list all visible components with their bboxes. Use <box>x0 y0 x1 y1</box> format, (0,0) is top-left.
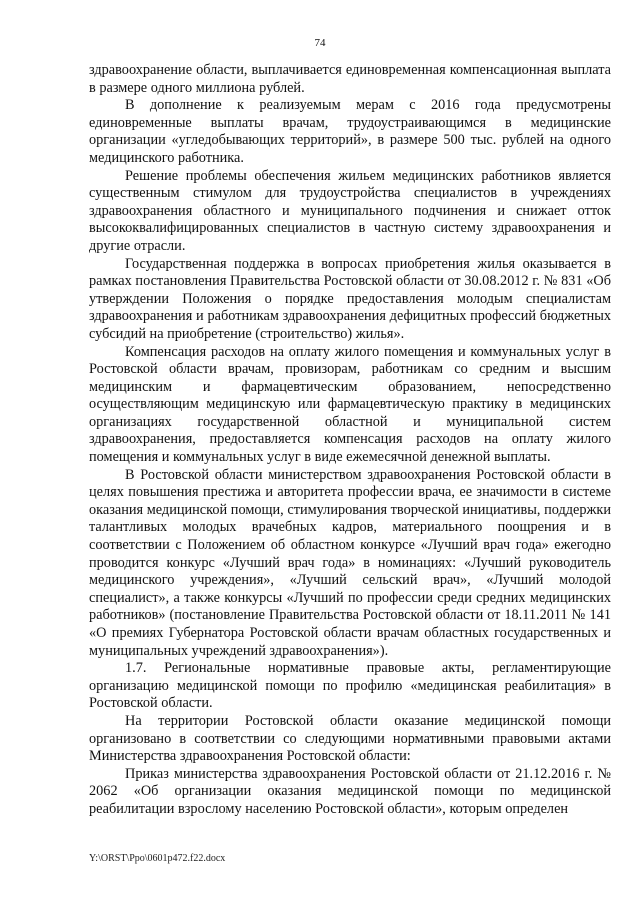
paragraph: Приказ министерства здравоохранения Ростовской области от 21.12.2016 г. № 2062 «Об организации оказания медицинской помощи по медицинской реабилитации взрослому населению Ростовской области», которым определен <box>89 765 611 817</box>
section-heading-paragraph: 1.7. Региональные нормативные правовые акты, регламентирующие организацию медицинской помощи по профилю «медицинская реабилитация» в Ростовской области. <box>89 660 611 712</box>
file-path-footer: Y:\ORST\Ppo\0601p472.f22.docx <box>89 853 226 864</box>
page-number: 74 <box>314 37 326 49</box>
paragraph: Компенсация расходов на оплату жилого помещения и коммунальных услуг в Ростовской области врачам, провизорам, работникам со средним и высшим медицинским и фармацевтическим образованием, непосредственно осуществляющим медицинскую или фармацевтическую практику в медицинских организациях государственной областной и муниципальной систем здравоохранения, предоставляется компенсация расходов на оплату жилого помещения и коммунальных услуг в виде ежемесячной денежной выплаты. <box>89 343 611 466</box>
paragraph: здравоохранение области, выплачивается единовременная компенсационная выплата в размере одного миллиона рублей. <box>89 62 611 96</box>
paragraph: Государственная поддержка в вопросах приобретения жилья оказывается в рамках постановления Правительства Ростовской области от 30.08.2012 г. № 831 «Об утверждении Положения о порядке предоставления молодым специалистам здравоохранения и работникам здравоохранения дефицитных профессий бюджетных субсидий на приобретение (строительство) жилья». <box>89 255 611 342</box>
paragraph: Решение проблемы обеспечения жильем медицинских работников является существенным стимулом для трудоустройства специалистов в учреждениях здравоохранения областного и муниципального подчинения и снижает отток высококвалифицированных специалистов в частную систему здравоохранения и другие отрасли. <box>89 167 611 254</box>
paragraph: В дополнение к реализуемым мерам с 2016 года предусмотрены единовременные выплаты врачам, трудоустраивающимся в медицинские организации «угледобывающих территорий», в размере 500 тыс. рублей на одного медицинского работника. <box>89 97 611 166</box>
document-body <box>89 62 611 819</box>
paragraph: В Ростовской области министерством здравоохранения Ростовской области в целях повышения престижа и авторитета профессии врача, ее значимости в системе оказания медицинской помощи, стимулирования творческой инициативы, поддержки талантливых молодых врачебных кадров, материального поощрения и в соответствии с Положением об областном конкурсе «Лучший врач года» ежегодно проводится конкурс «Лучший врач года» в номинациях: «Лучший руководитель медицинского учреждения», «Лучший сельский врач», «Лучший молодой специалист», а также конкурсы «Лучший по профессии среди средних медицинских работников» (постановление Правительства Ростовской области от 18.11.2011 № 141 «О премиях Губернатора Ростовской области врачам областных государственных и муниципальных учреждений здравоохранения»). <box>89 466 611 659</box>
paragraph: На территории Ростовской области оказание медицинской помощи организовано в соответствии со следующими нормативными правовыми актами Министерства здравоохранения Ростовской области: <box>89 712 611 765</box>
